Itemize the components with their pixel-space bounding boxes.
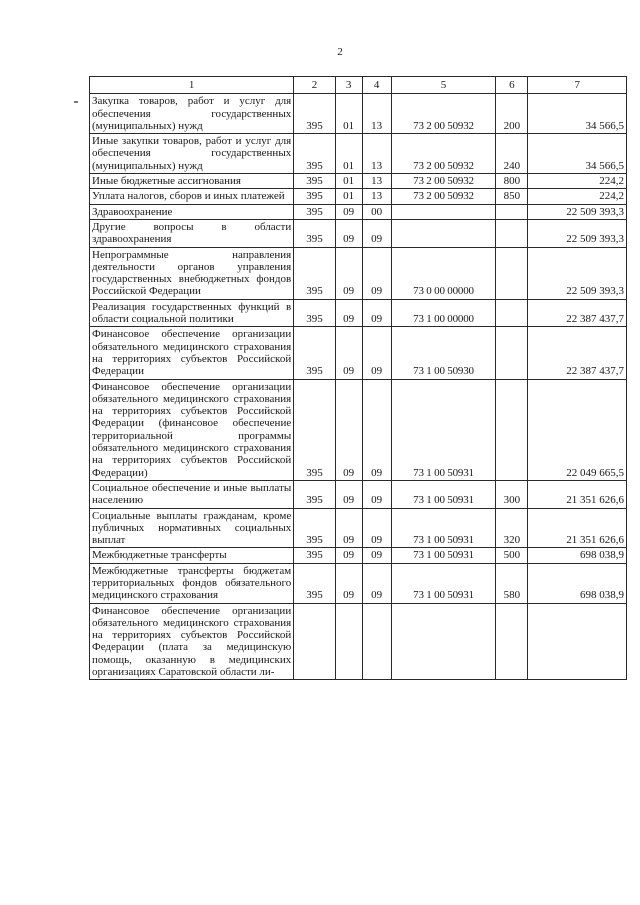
expense-kind-cell: 500 xyxy=(496,548,528,563)
section-cell: 01 xyxy=(335,134,362,174)
header-row xyxy=(90,77,627,94)
row-name-cell: Финансовое обеспечение организации обязательного медицинского страхования на территориях субъектов Российской Федерации xyxy=(90,327,294,379)
table-body xyxy=(90,94,627,680)
table-row xyxy=(90,94,627,134)
target-article-cell: 73 1 00 50931 xyxy=(391,379,496,480)
target-article-cell: 73 1 00 50931 xyxy=(391,508,496,548)
amount-cell: 22 049 665,5 xyxy=(528,379,627,480)
admin-code-cell: 395 xyxy=(294,204,335,219)
amount-cell: 224,2 xyxy=(528,189,627,204)
row-name-cell: Социальные выплаты гражданам, кроме публичных нормативных социальных выплат xyxy=(90,508,294,548)
amount-cell: 34 566,5 xyxy=(528,134,627,174)
amount-cell: 22 509 393,3 xyxy=(528,247,627,299)
section-cell: 09 xyxy=(335,219,362,247)
table-row xyxy=(90,134,627,174)
amount-cell: 22 509 393,3 xyxy=(528,219,627,247)
row-name-cell: Непрограммные направления деятельности органов управления государственных внебюджетных фондов Российской Федерации xyxy=(90,247,294,299)
subsection-cell: 09 xyxy=(362,508,391,548)
target-article-cell: 73 1 00 00000 xyxy=(391,299,496,327)
subsection-cell: 00 xyxy=(362,204,391,219)
column-header: 7 xyxy=(528,77,627,94)
admin-code-cell: 395 xyxy=(294,189,335,204)
table-row xyxy=(90,379,627,480)
section-cell: 09 xyxy=(335,327,362,379)
admin-code-cell: 395 xyxy=(294,174,335,189)
expense-kind-cell xyxy=(496,247,528,299)
row-name-cell: Иные бюджетные ассигнования xyxy=(90,174,294,189)
expense-kind-cell: 320 xyxy=(496,508,528,548)
target-article-cell xyxy=(391,603,496,680)
amount-cell: 698 038,9 xyxy=(528,548,627,563)
section-cell: 01 xyxy=(335,189,362,204)
section-cell: 09 xyxy=(335,299,362,327)
row-name-cell: Реализация государственных функций в области социальной политики xyxy=(90,299,294,327)
subsection-cell: 09 xyxy=(362,299,391,327)
row-name-cell: Уплата налогов, сборов и иных платежей xyxy=(90,189,294,204)
amount-cell: 22 509 393,3 xyxy=(528,204,627,219)
target-article-cell: 73 1 00 50931 xyxy=(391,480,496,508)
table-row xyxy=(90,204,627,219)
row-name-cell: Финансовое обеспечение организации обязательного медицинского страхования на территориях субъектов Российской Федерации (финансовое обеспечение территориальной программы обязательного медицинского страхования на территориях субъектов Российской Федерации) xyxy=(90,379,294,480)
section-cell: 09 xyxy=(335,247,362,299)
amount-cell: 224,2 xyxy=(528,174,627,189)
expense-kind-cell xyxy=(496,299,528,327)
expense-kind-cell xyxy=(496,219,528,247)
admin-code-cell: 395 xyxy=(294,508,335,548)
table-row xyxy=(90,327,627,379)
table-row xyxy=(90,603,627,680)
target-article-cell: 73 0 00 00000 xyxy=(391,247,496,299)
section-cell: 09 xyxy=(335,508,362,548)
subsection-cell: 13 xyxy=(362,94,391,134)
subsection-cell: 09 xyxy=(362,480,391,508)
admin-code-cell: 395 xyxy=(294,299,335,327)
amount-cell: 21 351 626,6 xyxy=(528,508,627,548)
section-cell xyxy=(335,603,362,680)
table-row xyxy=(90,219,627,247)
row-name-cell: Социальное обеспечение и иные выплаты населению xyxy=(90,480,294,508)
section-cell: 01 xyxy=(335,94,362,134)
section-cell: 09 xyxy=(335,548,362,563)
row-name-cell: Финансовое обеспечение организации обязательного медицинского страхования на территориях субъектов Российской Федерации (плата за медицинскую помощь, оказанную в медицинских организациях Саратовской области ли- xyxy=(90,603,294,680)
target-article-cell: 73 2 00 50932 xyxy=(391,174,496,189)
column-header: 1 xyxy=(90,77,294,94)
expense-kind-cell: 240 xyxy=(496,134,528,174)
admin-code-cell: 395 xyxy=(294,563,335,603)
subsection-cell xyxy=(362,603,391,680)
amount-cell: 698 038,9 xyxy=(528,563,627,603)
admin-code-cell xyxy=(294,603,335,680)
target-article-cell xyxy=(391,204,496,219)
subsection-cell: 09 xyxy=(362,379,391,480)
table-row xyxy=(90,189,627,204)
margin-mark xyxy=(74,101,78,103)
admin-code-cell: 395 xyxy=(294,134,335,174)
amount-cell: 21 351 626,6 xyxy=(528,480,627,508)
expense-kind-cell: 850 xyxy=(496,189,528,204)
admin-code-cell: 395 xyxy=(294,480,335,508)
target-article-cell: 73 2 00 50932 xyxy=(391,189,496,204)
row-name-cell: Закупка товаров, работ и услуг для обеспечения государственных (муниципальных) нужд xyxy=(90,94,294,134)
admin-code-cell: 395 xyxy=(294,247,335,299)
subsection-cell: 09 xyxy=(362,548,391,563)
section-cell: 09 xyxy=(335,379,362,480)
row-name-cell: Межбюджетные трансферты xyxy=(90,548,294,563)
target-article-cell: 73 1 00 50930 xyxy=(391,327,496,379)
subsection-cell: 09 xyxy=(362,247,391,299)
subsection-cell: 13 xyxy=(362,134,391,174)
admin-code-cell: 395 xyxy=(294,94,335,134)
row-name-cell: Иные закупки товаров, работ и услуг для обеспечения государственных (муниципальных) нужд xyxy=(90,134,294,174)
admin-code-cell: 395 xyxy=(294,379,335,480)
table-row xyxy=(90,548,627,563)
column-header: 2 xyxy=(294,77,335,94)
row-name-cell: Здравоохранение xyxy=(90,204,294,219)
subsection-cell: 13 xyxy=(362,189,391,204)
target-article-cell xyxy=(391,219,496,247)
section-cell: 09 xyxy=(335,563,362,603)
amount-cell: 34 566,5 xyxy=(528,94,627,134)
expense-kind-cell: 800 xyxy=(496,174,528,189)
column-header: 5 xyxy=(391,77,496,94)
budget-table xyxy=(89,76,627,680)
row-name-cell: Межбюджетные трансферты бюджетам территориальных фондов обязательного медицинского страхования xyxy=(90,563,294,603)
expense-kind-cell xyxy=(496,379,528,480)
amount-cell xyxy=(528,603,627,680)
target-article-cell: 73 1 00 50931 xyxy=(391,548,496,563)
page-number: 2 xyxy=(337,46,343,58)
column-header: 4 xyxy=(362,77,391,94)
target-article-cell: 73 1 00 50931 xyxy=(391,563,496,603)
subsection-cell: 09 xyxy=(362,563,391,603)
admin-code-cell: 395 xyxy=(294,219,335,247)
expense-kind-cell xyxy=(496,603,528,680)
section-cell: 01 xyxy=(335,174,362,189)
expense-kind-cell: 580 xyxy=(496,563,528,603)
table-row xyxy=(90,299,627,327)
subsection-cell: 09 xyxy=(362,327,391,379)
admin-code-cell: 395 xyxy=(294,327,335,379)
table-row xyxy=(90,563,627,603)
amount-cell: 22 387 437,7 xyxy=(528,327,627,379)
expense-kind-cell xyxy=(496,327,528,379)
section-cell: 09 xyxy=(335,204,362,219)
target-article-cell: 73 2 00 50932 xyxy=(391,134,496,174)
expense-kind-cell: 200 xyxy=(496,94,528,134)
column-header: 3 xyxy=(335,77,362,94)
expense-kind-cell: 300 xyxy=(496,480,528,508)
row-name-cell: Другие вопросы в области здравоохранения xyxy=(90,219,294,247)
table-row xyxy=(90,247,627,299)
admin-code-cell: 395 xyxy=(294,548,335,563)
table-row xyxy=(90,480,627,508)
table-row xyxy=(90,174,627,189)
target-article-cell: 73 2 00 50932 xyxy=(391,94,496,134)
amount-cell: 22 387 437,7 xyxy=(528,299,627,327)
subsection-cell: 13 xyxy=(362,174,391,189)
expense-kind-cell xyxy=(496,204,528,219)
subsection-cell: 09 xyxy=(362,219,391,247)
table-row xyxy=(90,508,627,548)
section-cell: 09 xyxy=(335,480,362,508)
column-header: 6 xyxy=(496,77,528,94)
